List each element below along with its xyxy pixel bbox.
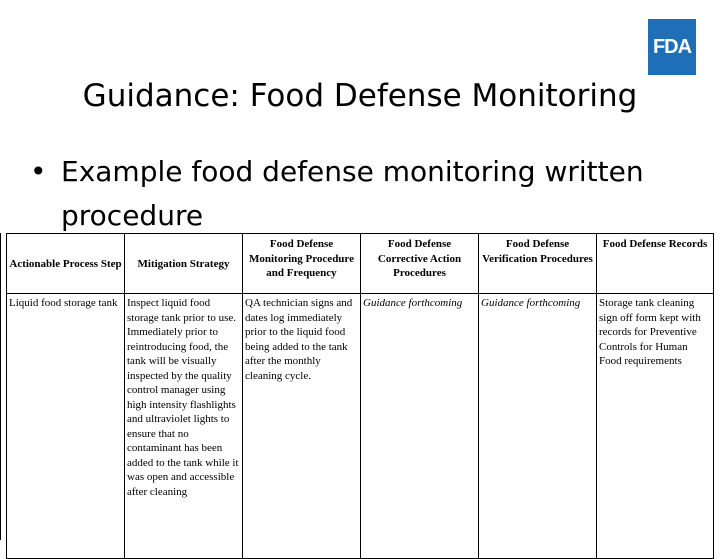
- cell-monitoring-procedure: QA technician signs and dates log immediately prior to the liquid food being added to the tank after the monthly cleaning cycle.: [243, 294, 361, 559]
- header-actionable-process-step: Actionable Process Step: [7, 234, 125, 294]
- slide-title: Guidance: Food Defense Monitoring: [82, 78, 638, 114]
- header-monitoring-procedure: Food Defense Monitoring Procedure and Frequency: [243, 234, 361, 294]
- header-mitigation-strategy: Mitigation Strategy: [125, 234, 243, 294]
- table-header-row: [7, 234, 714, 294]
- bullet-text: Example food defense monitoring written procedure: [61, 155, 644, 232]
- table-left-border: [0, 233, 1, 540]
- table-row: [7, 294, 714, 559]
- cell-process-step: Liquid food storage tank: [7, 294, 125, 559]
- cell-mitigation-strategy: Inspect liquid food storage tank prior to use. Immediately prior to reintroducing food, the tank will be visually inspected by the quality control manager using high intensity flashlights and ultraviolet lights to ensure that no contaminant has been added to the tank while it was open and accessible after cleaning: [125, 294, 243, 559]
- cell-corrective-action: Guidance forthcoming: [361, 294, 479, 559]
- bullet-symbol: •: [30, 155, 47, 188]
- monitoring-procedure-table: [6, 233, 714, 559]
- cell-verification: Guidance forthcoming: [479, 294, 597, 559]
- cell-records: Storage tank cleaning sign off form kept with records for Preventive Controls for Human Food requirements: [597, 294, 714, 559]
- header-records: Food Defense Records: [597, 234, 714, 294]
- header-verification: Food Defense Verification Procedures: [479, 234, 597, 294]
- fda-logo: FDA: [648, 19, 696, 75]
- header-corrective-action: Food Defense Corrective Action Procedures: [361, 234, 479, 294]
